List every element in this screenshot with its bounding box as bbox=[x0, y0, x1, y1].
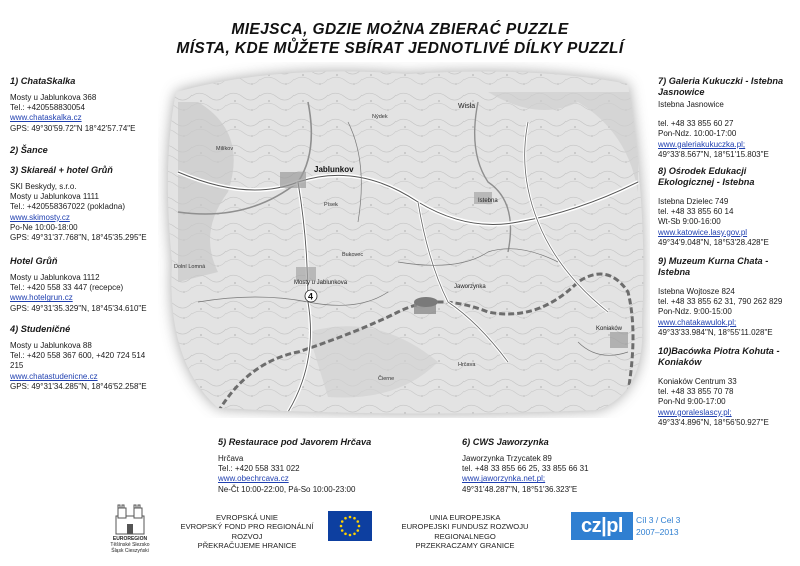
place-line: GPS: 49°31'35.329"N, 18°45'34.610"E bbox=[10, 303, 147, 313]
map-label-jaworzynka: Jaworzynka bbox=[454, 284, 486, 290]
euroregion-logo-icon bbox=[108, 502, 152, 536]
map-label-istebna: Istebna bbox=[478, 198, 498, 204]
place-line: Pon-Ndz. 10:00-17:00 bbox=[658, 129, 737, 139]
place-heading: 6) CWS Jaworzynka bbox=[462, 437, 549, 447]
years-label: 2007–2013 bbox=[636, 527, 679, 537]
place-line: Hrčava bbox=[218, 454, 244, 463]
eu-star-icon bbox=[353, 532, 356, 535]
place-link[interactable]: www.goraleslascy.pl; bbox=[658, 407, 732, 417]
eu-star-icon bbox=[341, 529, 344, 532]
map-label-hrcava: Hrčava bbox=[458, 362, 476, 368]
place-line: 49°33'8.567"N, 18°51'15.803"E bbox=[658, 149, 769, 159]
place-link[interactable]: www.galeriakukuczka.pl; bbox=[658, 139, 746, 149]
place-heading: 1) ChataSkalka bbox=[10, 76, 76, 86]
place-line: Mosty u Jablunkova 368 bbox=[10, 93, 97, 102]
place-line: Po-Ne 10:00-18:00 bbox=[10, 222, 78, 232]
place-line: tel. +48 33 855 70 78 bbox=[658, 387, 734, 397]
cil-label: Cíl 3 / Cel 3 bbox=[636, 515, 681, 525]
area-map bbox=[158, 62, 650, 418]
eu-text-pl bbox=[370, 513, 560, 550]
map-label-bukovec: Bukovec bbox=[342, 252, 364, 258]
place-cws-jaworzynka bbox=[462, 437, 652, 495]
place-muzeum-kurna-chata bbox=[658, 256, 794, 338]
eu-star-icon bbox=[344, 517, 347, 520]
title-line-2: MÍSTA, KDE MŮŽETE SBÍRAT JEDNOTLIVÉ DÍLKY PUZZLÍ bbox=[176, 40, 624, 57]
eu-star-icon bbox=[349, 516, 352, 519]
euroregion-name: EUROREGION bbox=[112, 536, 148, 542]
place-line: Mosty u Jablunkova 1112 bbox=[10, 273, 100, 282]
euroregion-pl: Śląsk Cieszyński bbox=[111, 548, 149, 554]
place-link[interactable]: www.chatakawulok.pl; bbox=[658, 317, 737, 327]
place-link[interactable]: www.skimosty.cz bbox=[10, 212, 70, 222]
place-link[interactable]: www.jaworzynka.net.pl; bbox=[462, 474, 546, 484]
place-line: tel. +48 33 855 62 31, 790 262 829 bbox=[658, 297, 783, 307]
place-link[interactable]: www.hotelgrun.cz bbox=[10, 293, 73, 303]
place-restaurace-javor bbox=[218, 437, 428, 495]
place-heading: 5) Restaurace pod Javorem Hrčava bbox=[218, 437, 372, 447]
place-skiareal bbox=[10, 165, 160, 243]
map-label-cierne: Čierne bbox=[378, 376, 395, 382]
place-line: tel. +48 33 855 60 14 bbox=[658, 207, 734, 217]
map-label-pisek: Písek bbox=[324, 202, 338, 208]
place-line: GPS: 49°30'59.72"N 18°42'57.74"E bbox=[10, 123, 136, 133]
place-line: Mosty u Jablunkova 1111 bbox=[10, 192, 99, 202]
title-line-1: MIEJSCA, GDZIE MOŻNA ZBIERAĆ PUZZLE bbox=[231, 21, 569, 38]
map-label-jablunkov: Jablunkov bbox=[314, 165, 354, 174]
place-heading: 8) Ośrodek Edukacji Ekologicznej - Istebna bbox=[658, 166, 755, 187]
place-line: Tel.: +420 558 331 022 bbox=[218, 464, 300, 474]
place-heading: 4) Studeničné bbox=[10, 324, 71, 334]
eu-star-icon bbox=[356, 520, 359, 523]
eu-cz-line: EVROPSKÝ FOND PRO REGIONÁLNÍ ROZVOJ bbox=[180, 522, 314, 541]
place-line: Jaworzynka Trzycatek 89 bbox=[462, 454, 552, 463]
place-line: Wt-Sb 9:00-16:00 bbox=[658, 217, 721, 227]
place-sance bbox=[10, 145, 160, 162]
place-heading: 7) Galeria Kukuczki - Istebna Jasnowice bbox=[658, 76, 784, 97]
place-line: Tel.: +420 558 367 600, +420 724 514 215 bbox=[10, 351, 146, 371]
place-line: Pon-Nd 9:00-17:00 bbox=[658, 397, 726, 407]
place-line: 49°31'48.287"N, 18°51'36.323"E bbox=[462, 484, 578, 494]
eu-star-icon bbox=[341, 520, 344, 523]
eu-flag-icon bbox=[328, 511, 372, 541]
place-heading: 3) Skiareál + hotel Grůň bbox=[10, 165, 113, 175]
place-heading: Hotel Grůň bbox=[10, 256, 58, 266]
map-label-nydek: Nýdek bbox=[372, 114, 388, 120]
place-line: Koniaków Centrum 33 bbox=[658, 377, 737, 386]
map-label-dolni-lomna: Dolní Lomná bbox=[174, 264, 206, 270]
czpl-logo: cz|pl bbox=[571, 512, 633, 540]
eu-star-icon bbox=[358, 525, 361, 528]
place-line: Tel.: +420558367022 (pokladna) bbox=[10, 202, 125, 212]
place-line: tel. +48 33 855 66 25, 33 855 66 31 bbox=[462, 464, 589, 474]
place-line: SKI Beskydy, s.r.o. bbox=[10, 182, 77, 191]
place-line: GPS: 49°31'37.768"N, 18°45'35.295"E bbox=[10, 233, 147, 243]
place-heading: 9) Muzeum Kurna Chata - Istebna bbox=[658, 256, 769, 277]
place-galeria-kukuczki bbox=[658, 76, 794, 160]
map-label-mosty: Mosty u Jablunkova bbox=[294, 280, 348, 286]
place-line: Tel.: +420558830054 bbox=[10, 103, 85, 113]
footer-logos bbox=[0, 506, 800, 562]
place-line: 49°34'9.048"N, 18°53'28.428"E bbox=[658, 237, 769, 247]
eu-text-cz bbox=[168, 513, 326, 550]
place-link[interactable]: www.katowice.lasy.gov.pl bbox=[658, 227, 748, 237]
place-line: 49°33'4.896"N, 18°56'50.927"E bbox=[658, 417, 769, 427]
place-line: GPS: 49°31'34.285"N, 18°46'52.258"E bbox=[10, 381, 147, 391]
map-label-milikov: Milíkov bbox=[216, 146, 234, 152]
place-link[interactable]: www.chatastudenicne.cz bbox=[10, 371, 98, 381]
place-link[interactable]: www.obechrcava.cz bbox=[218, 474, 289, 484]
map-label-wisla: Wisła bbox=[458, 103, 476, 110]
eu-star-icon bbox=[349, 534, 352, 537]
place-chataskalka bbox=[10, 76, 160, 134]
euroregion-cz: Těšínské Slezsko bbox=[110, 542, 150, 548]
place-link[interactable]: www.chataskalka.cz bbox=[10, 113, 82, 123]
eu-star-icon bbox=[353, 517, 356, 520]
place-line: 49°33'33.984"N, 18°55'11.028"E bbox=[658, 327, 773, 337]
place-line: Istebna Dzielec 749 bbox=[658, 197, 729, 206]
eu-pl-line: UNIA EUROPEJSKA bbox=[429, 513, 501, 522]
place-line: tel. +48 33 855 60 27 bbox=[658, 119, 734, 129]
place-heading: 10)Bacówka Piotra Kohuta - Koniaków bbox=[658, 346, 780, 367]
place-line: Mosty u Jablunkova 88 bbox=[10, 341, 92, 350]
eu-pl-line: PRZEKRACZAMY GRANICE bbox=[415, 540, 515, 550]
place-line: Tel.: +420 558 33 447 (recepce) bbox=[10, 283, 124, 293]
place-line: Istebna Wojtosze 824 bbox=[658, 287, 735, 296]
eu-cz-line: EVROPSKÁ UNIE bbox=[215, 513, 279, 522]
eu-cz-line: PŘEKRAČUJEME HRANICE bbox=[197, 540, 297, 550]
place-heading: 2) Šance bbox=[10, 145, 48, 155]
eu-pl-line: EUROPEJSKI FUNDUSZ ROZWOJU REGIONALNEGO bbox=[401, 522, 529, 541]
place-line: Ne-Čt 10:00-22:00, Pá-So 10:00-23:00 bbox=[218, 484, 356, 494]
eu-star-icon bbox=[340, 525, 343, 528]
place-studenicne bbox=[10, 324, 158, 392]
map-label-koniakow: Koniaków bbox=[596, 326, 623, 332]
place-line: Istebna Jasnowice bbox=[658, 100, 724, 109]
place-line: Pon-Ndz. 9:00-15:00 bbox=[658, 307, 732, 317]
place-osrodek-edukacji bbox=[658, 166, 794, 248]
eu-star-icon bbox=[344, 532, 347, 535]
map-marker-4-label: 4 bbox=[308, 291, 314, 302]
place-hotel-grun bbox=[10, 256, 160, 314]
eu-star-icon bbox=[356, 529, 359, 532]
place-bacowka-kohuta bbox=[658, 346, 794, 428]
